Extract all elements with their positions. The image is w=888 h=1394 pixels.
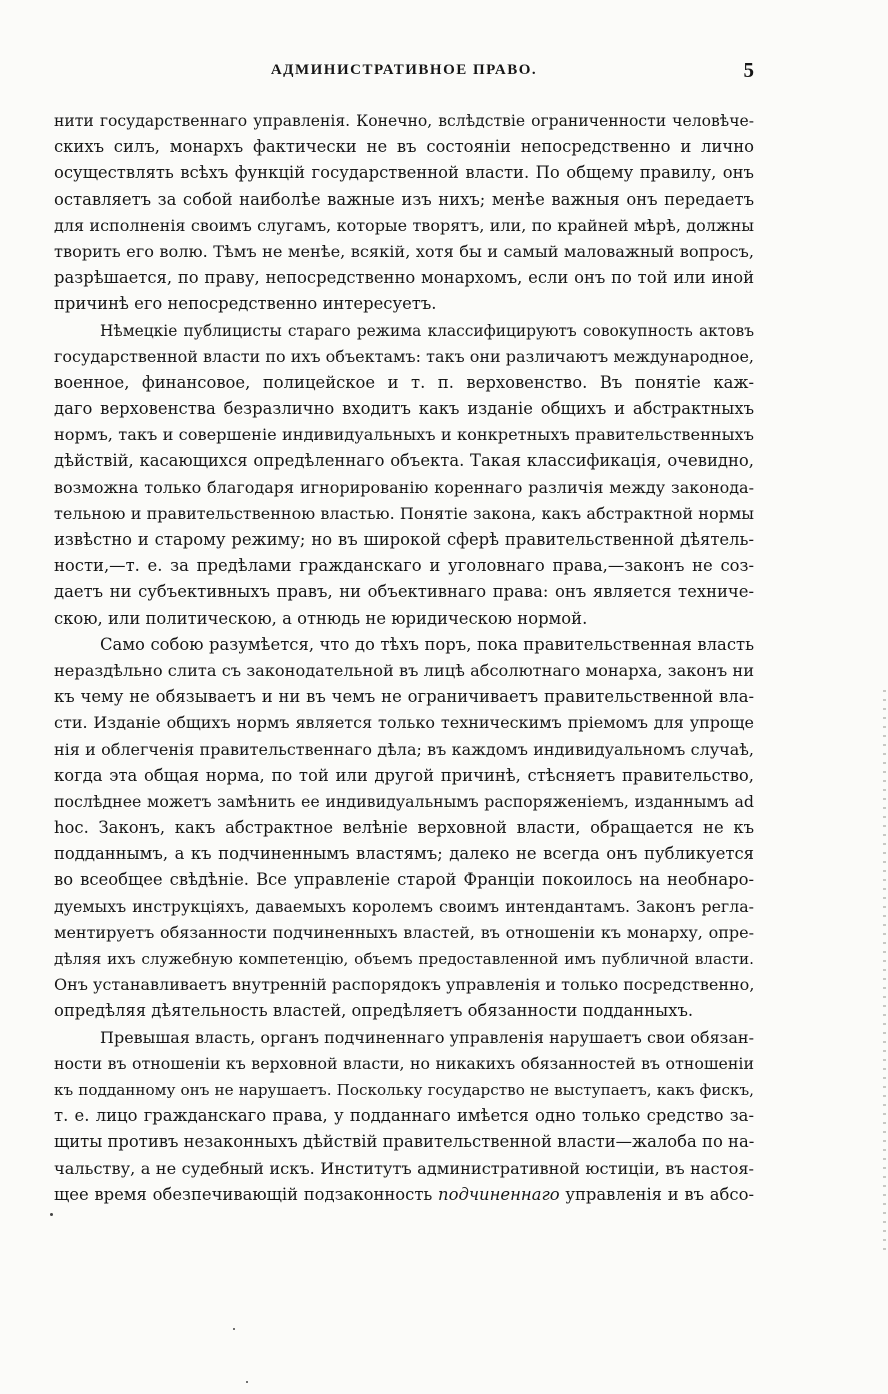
text-line: творить его волю. Тѣмъ не менѣе, всякій, хотя бы и самый маловажный вопросъ,: [54, 241, 754, 261]
text-line: нераздѣльно слита съ законодательной въ лицѣ абсолютнаго монарха, законъ ни: [54, 660, 754, 680]
text-line-with-emphasis: [54, 1182, 754, 1208]
text-line: подданнымъ, а къ подчиненнымъ властямъ; далеко не всегда онъ публикуется: [54, 844, 754, 864]
text-line: т. е. лицо гражданскаго права, у подданнаго имѣется одно только средство за-: [54, 1106, 754, 1126]
text-line: извѣстно и старому режиму; но въ широкой сферѣ правительственной дѣятель-: [54, 530, 754, 549]
text-line: возможна только благодаря игнорированію кореннаго различія между законода-: [54, 477, 754, 497]
text-line: скою, или политическою, а отнюдь не юридическою нормой.: [54, 608, 588, 628]
text-line: нія и облегченія правительственнаго дѣла; въ каждомъ индивидуальномъ случаѣ,: [54, 739, 754, 759]
text-line: hoc. Законъ, какъ абстрактное велѣніе верховной власти, обращается не къ: [54, 818, 754, 838]
text-line: военное, финансовое, полицейское и т. п. верховенство. Въ понятіе каж-: [54, 372, 754, 392]
text-line: сти. Изданіе общихъ нормъ является только техническимъ пріемомъ для упроще: [54, 713, 754, 733]
text-line: скихъ силъ, монархъ фактически не въ состояніи непосредственно и лично: [54, 137, 754, 157]
binding-edge-marks: [883, 690, 886, 1250]
page-number: 5: [743, 58, 754, 82]
text-segment: управленія и въ абсо-: [565, 1184, 754, 1204]
text-line: ности въ отношеніи къ верховной власти, но никакихъ обязанностей въ отношеніи: [54, 1053, 754, 1073]
text-line: во всеобщее свѣдѣніе. Все управленіе старой Франціи покоилось на необнаро-: [54, 870, 754, 890]
scan-speck: [50, 1213, 53, 1216]
text-line: Онъ устанавливаетъ внутренній распорядокъ управленія и только посредственно,: [54, 975, 755, 995]
text-line: щиты противъ незаконныхъ дѣйствій правительственной власти—жалоба по на-: [54, 1132, 755, 1152]
text-segment: щее время обезпечивающій подзаконность: [54, 1184, 433, 1204]
text-line: разрѣшается, по праву, непосредственно монархомъ, если онъ по той или иной: [54, 268, 754, 288]
text-line: нити государственнаго управленія. Конечно, вслѣдствіе ограниченности человѣче-: [54, 112, 754, 130]
text-line: ментируетъ обязанности подчиненныхъ властей, въ отношеніи къ монарху, опре-: [54, 922, 754, 942]
text-line: когда эта общая норма, по той или другой причинѣ, стѣсняетъ правительство,: [54, 765, 754, 785]
text-line: Нѣмецкіе публицисты стараго режима классифицируютъ совокупность актовъ: [100, 321, 754, 340]
running-title: АДМИНИСТРАТИВНОЕ ПРАВО.: [270, 62, 538, 78]
text-line: осуществлять всѣхъ функцій государственной власти. По общему правилу, онъ: [54, 163, 754, 183]
text-line: нормъ, такъ и совершеніе индивидуальныхъ и конкретныхъ правительственныхъ: [54, 425, 754, 445]
text-line: даетъ ни субъективныхъ правъ, ни объективнаго права: онъ является техниче-: [54, 582, 754, 602]
text-line: послѣднее можетъ замѣнить ее индивидуальнымъ распоряженіемъ, изданнымъ ad: [54, 791, 754, 811]
text-line: къ чему не обязываетъ и ни въ чемъ не ограничиваетъ правительственной вла-: [54, 687, 754, 707]
text-line: опредѣляя дѣятельность властей, опредѣляетъ обязанности подданныхъ.: [54, 1001, 694, 1021]
text-line: дѣйствій, касающихся опредѣленнаго объекта. Такая классификація, очевидно,: [54, 451, 754, 471]
scan-speck: [246, 1381, 248, 1383]
scan-speck: [233, 1328, 235, 1330]
text-line: для исполненія своимъ слугамъ, которые творятъ, или, по крайней мѣрѣ, должны: [54, 215, 754, 235]
text-line: чальству, а не судебный искъ. Институтъ административной юстиціи, въ настоя-: [54, 1158, 754, 1178]
text-line: государственной власти по ихъ объектамъ: такъ они различаютъ международное,: [54, 346, 754, 366]
body-text: [54, 108, 754, 1208]
text-line: къ подданному онъ не нарушаетъ. Поскольку государство не выступаетъ, какъ фискъ,: [54, 1080, 754, 1099]
text-line: оставляетъ за собой наиболѣе важные изъ нихъ; менѣе важныя онъ передаетъ: [54, 189, 754, 209]
text-line: дѣляя ихъ служебную компетенцію, объемъ предоставленной имъ публичной власти.: [54, 950, 754, 968]
text-line: Само собою разумѣется, что до тѣхъ поръ, пока правительственная власть: [100, 634, 754, 654]
text-line: даго верховенства безразлично входитъ какъ изданіе общихъ и абстрактныхъ: [54, 399, 754, 419]
page-header: [54, 58, 754, 90]
text-line: тельною и правительственною властью. Понятіе закона, какъ абстрактной нормы: [54, 503, 754, 523]
text-line: Превышая власть, органъ подчиненнаго управленія нарушаетъ свои обязан-: [100, 1027, 754, 1047]
text-line: дуемыхъ инструкціяхъ, даваемыхъ королемъ своимъ интендантамъ. Законъ регла-: [54, 896, 754, 916]
text-line: ности,—т. е. за предѣлами гражданскаго и уголовнаго права,—законъ не соз-: [54, 556, 754, 576]
text-line: причинѣ его непосредственно интересуетъ.: [54, 294, 437, 314]
emphasized-word: подчиненнаго: [438, 1184, 560, 1204]
